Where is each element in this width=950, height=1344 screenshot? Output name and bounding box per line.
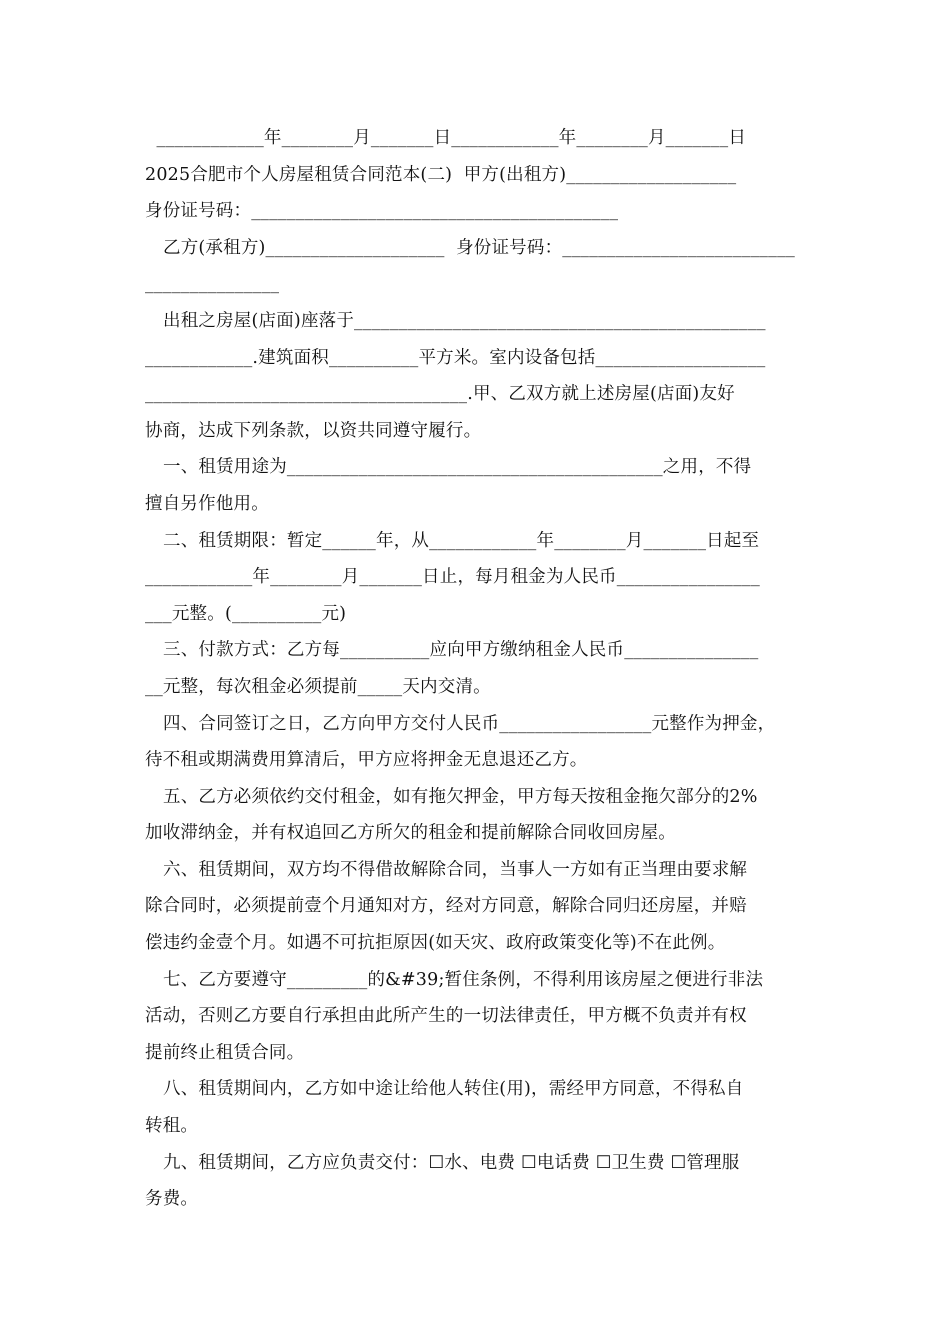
contract-line: 五、乙方必须依约交付租金，如有拖欠押金，甲方每天按租金拖欠部分的2% <box>163 786 758 807</box>
contract-line: 七、乙方要遵守_________的&#39;暂住条例，不得利用该房屋之便进行非法 <box>163 969 764 990</box>
contract-line: 待不租或期满费用算清后，甲方应将押金无息退还乙方。 <box>145 750 588 771</box>
contract-line: 加收滞纳金，并有权追回乙方所欠的租金和提前解除合同收回房屋。 <box>145 823 676 844</box>
contract-line: 一、租赁用途为__________________________________________之用，不得 <box>163 457 752 478</box>
contract-line: 三、付款方式：乙方每__________应向甲方缴纳租金人民币_______________ <box>163 640 759 661</box>
contract-line: 活动，否则乙方要自行承担由此所产生的一切法律责任，甲方概不负责并有权 <box>145 1006 747 1027</box>
contract-line: 身份证号码：_________________________________________ <box>145 201 619 222</box>
contract-line: 务费。 <box>145 1189 199 1210</box>
contract-page <box>145 120 807 1218</box>
contract-line: 九、租赁期间，乙方应负责交付：☐水、电费 ☐电话费 ☐卫生费 ☐管理服 <box>163 1152 740 1173</box>
contract-line: 协商，达成下列条款，以资共同遵守履行。 <box>145 420 482 441</box>
contract-line: 八、租赁期间内，乙方如中途让给他人转住(用)，需经甲方同意，不得私自 <box>163 1079 744 1100</box>
contract-line: 二、租赁期限：暂定______年，从____________年________月_______日起至 <box>163 530 760 551</box>
contract-line: 擅自另作他用。 <box>145 493 269 514</box>
contract-line: ____________年________月_______日____________年________月_______日 <box>145 128 747 148</box>
contract-line: ___元整。(__________元) <box>145 603 347 624</box>
contract-line: 转租。 <box>145 1116 199 1137</box>
contract-line: 提前终止租赁合同。 <box>145 1042 305 1063</box>
contract-line: 偿违约金壹个月。如遇不可抗拒原因(如天灾、政府政策变化等)不在此例。 <box>145 933 726 954</box>
contract-line: 四、合同签订之日，乙方向甲方交付人民币_________________元整作为押金， <box>163 713 776 734</box>
contract-line: 出租之房屋(店面)座落于______________________________________________ <box>163 310 766 331</box>
contract-line: 2025合肥市个人房屋租赁合同范本(二) 甲方(出租方)___________________ <box>145 164 737 185</box>
contract-line: __元整，每次租金必须提前_____天内交清。 <box>145 676 491 697</box>
contract-line: ____________年________月_______日止，每月租金为人民币________________ <box>145 567 760 588</box>
contract-line: 乙方(承租方)____________________ 身份证号码：__________________________ <box>163 237 795 258</box>
contract-line: 除合同时，必须提前壹个月通知对方，经对方同意，解除合同归还房屋，并赔 <box>145 896 747 917</box>
contract-line: 六、租赁期间，双方均不得借故解除合同，当事人一方如有正当理由要求解 <box>163 859 748 880</box>
contract-line: _______________ <box>145 274 280 295</box>
contract-line: ____________________________________.甲、乙双方就上述房屋(店面)友好 <box>145 384 735 405</box>
contract-line: ____________.建筑面积__________平方米。室内设备包括___________________ <box>145 347 766 368</box>
